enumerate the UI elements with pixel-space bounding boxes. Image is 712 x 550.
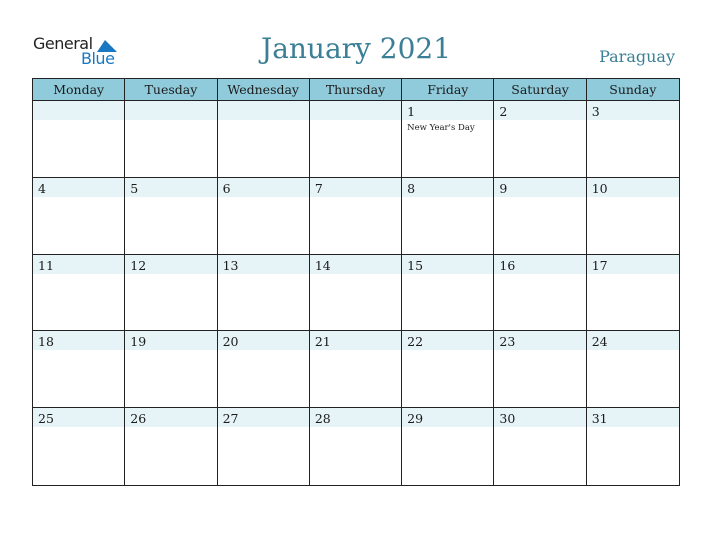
calendar-day-cell [587,255,679,332]
day-number: 25 [38,411,54,427]
day-number: 18 [38,334,54,350]
calendar-day-cell [402,101,494,178]
day-number: 6 [222,180,231,196]
day-number: 13 [222,257,239,273]
day-number: 4 [38,180,46,196]
weekday-header: Thursday [310,79,402,101]
day-number: 27 [222,411,239,427]
weekday-header: Tuesday [125,79,217,101]
calendar-day-cell [310,408,402,485]
calendar-day-cell [494,255,586,332]
calendar-day-cell [33,178,125,255]
calendar-day-cell [310,101,402,178]
day-number: 11 [38,257,54,273]
calendar-day-cell [494,178,586,255]
calendar-day-cell [125,178,217,255]
calendar-day-cell [402,408,494,485]
calendar-day-cell [587,408,679,485]
day-number: 10 [591,180,608,196]
weekday-header: Monday [33,79,125,101]
calendar-day-cell [33,331,125,408]
day-number: 30 [499,411,516,427]
day-number: 26 [130,411,147,427]
day-number: 2 [499,104,508,119]
day-number: 31 [591,411,608,427]
day-number: 15 [407,257,424,273]
calendar-day-cell [587,101,679,178]
weekday-header: Sunday [587,79,679,101]
day-number: 9 [499,180,508,196]
day-number: 8 [407,180,416,196]
day-number: 24 [591,334,608,350]
calendar-day-cell [125,255,217,332]
logo-text-blue: Blue [81,49,115,68]
day-number: 7 [314,180,323,196]
calendar-day-cell [310,331,402,408]
calendar-day-cell [402,331,494,408]
calendar-day-cell [402,255,494,332]
day-number: 22 [407,334,424,350]
weekday-header: Wednesday [218,79,310,101]
calendar-day-cell [494,101,586,178]
country-label: Paraguay [599,47,675,66]
calendar-day-cell [218,178,310,255]
calendar-day-cell [402,178,494,255]
day-number: 21 [314,334,331,350]
calendar-day-cell [218,408,310,485]
weekday-header: Friday [402,79,494,101]
day-number: 17 [591,257,608,273]
day-number: 14 [314,257,331,273]
calendar-title: January 2021 [260,32,452,65]
calendar-day-cell [310,255,402,332]
day-number: 20 [222,334,239,350]
calendar-day-cell [33,408,125,485]
calendar-day-cell [494,331,586,408]
day-number: 12 [130,257,147,273]
day-number: 19 [130,334,147,350]
calendar-day-cell [218,255,310,332]
day-number: 3 [591,104,600,119]
day-number: 23 [499,334,516,350]
calendar-day-cell [125,331,217,408]
calendar-day-cell [587,178,679,255]
holiday-label: New Year's Day [407,123,475,133]
calendar-day-cell [33,101,125,178]
calendar-day-cell [33,255,125,332]
calendar-grid [32,78,680,486]
calendar-day-cell [125,408,217,485]
weekday-header: Saturday [494,79,586,101]
day-number: 16 [499,257,516,273]
day-number: 5 [130,180,139,196]
calendar-day-cell [587,331,679,408]
day-number: 28 [314,411,331,427]
calendar-day-cell [125,101,217,178]
logo-text-general: General [33,34,93,53]
calendar-day-cell [218,331,310,408]
day-number: 1 [407,104,416,119]
calendar-day-cell [494,408,586,485]
day-number: 29 [407,411,424,427]
calendar-day-cell [218,101,310,178]
calendar-day-cell [310,178,402,255]
